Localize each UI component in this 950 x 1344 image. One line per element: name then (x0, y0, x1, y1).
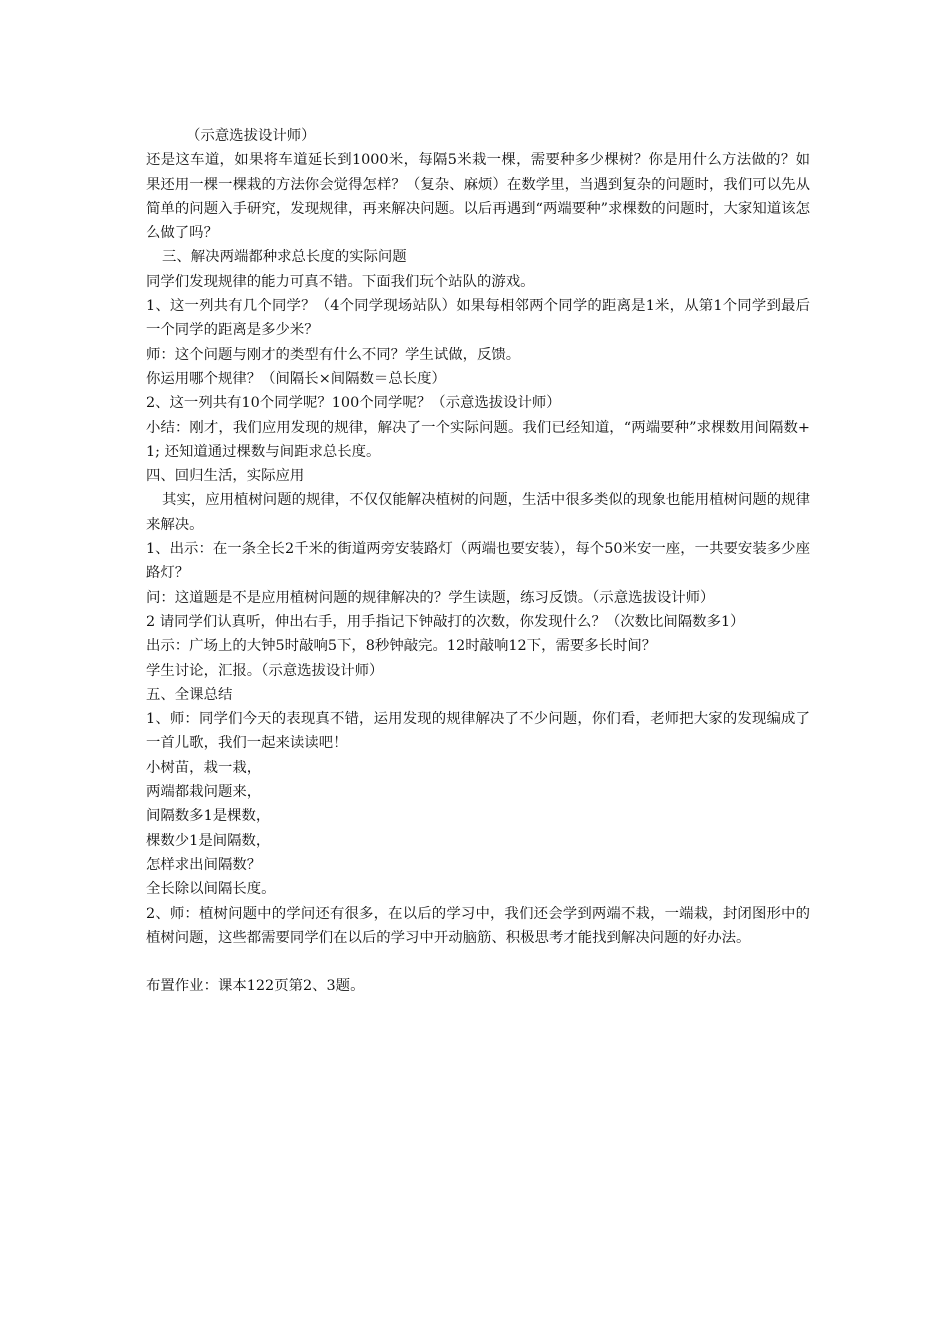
paragraph-game-intro: 同学们发现规律的能力可真不错。下面我们玩个站队的游戏。 (146, 273, 535, 290)
paragraph-clock-problem: 出示：广场上的大钟5时敲响5下，8秒钟敲完。12时敲响12下，需要多长时间？ (146, 638, 657, 655)
section-heading-4: 四、回归生活，实际应用 (146, 468, 305, 485)
section-heading-3: 三、解决两端都种求总长度的实际问题 (162, 249, 407, 266)
paragraph-homework: 布置作业：课本122页第2、3题。 (146, 978, 365, 995)
document-body (146, 124, 810, 999)
paragraph-question-1: 1、这一列共有几个同学？（4个同学现场站队）如果每相邻两个同学的距离是1米，从第1个同学到最后一个同学的距离是多少米？ (146, 298, 810, 339)
paragraph-rule-question: 你运用哪个规律？（间隔长×间隔数＝总长度） (146, 370, 446, 387)
blank-line (146, 950, 810, 974)
paragraph-application: 其实，应用植树问题的规律，不仅仅能解决植树的问题，生活中很多类似的现象也能用植树问题的规律来解决。 (146, 492, 810, 533)
paragraph-note: （示意选拔设计师） (186, 128, 316, 144)
paragraph-ask: 问：这道题是不是应用植树问题的规律解决的？学生读题，练习反馈。（示意选拔设计师） (146, 589, 715, 606)
paragraph-closing: 2、师：植树问题中的学问还有很多，在以后的学习中，我们还会学到两端不栽，一端栽，封闭图形中的植树问题，这些都需要同学们在以后的学习中开动脑筋、积极思考才能找到解决问题的好办法。 (146, 905, 810, 946)
paragraph-streetlight: 1、出示：在一条全长2千米的街道两旁安装路灯（两端也要安装），每个50米安一座，一共要安装多少座路灯？ (146, 541, 810, 582)
paragraph-discussion: 学生讨论，汇报。（示意选拔设计师） (146, 662, 384, 679)
rhyme-line-5: 怎样求出间隔数？ (146, 856, 262, 873)
paragraph-teacher-question: 师：这个问题与刚才的类型有什么不同？学生试做，反馈。 (146, 346, 521, 363)
paragraph-road-question: 还是这车道，如果将车道延长到1000米，每隔5米栽一棵，需要种多少棵树？你是用什么方法做的？如果还用一棵一棵栽的方法你会觉得怎样？（复杂、麻烦）在数学里，当遇到复杂的问题时，我们可以先从简单的问题入手研究，发现规律，再来解决问题。以后再遇到“两端要种”求棵数的问题时，大家知道该怎么做了吗？ (146, 152, 810, 242)
paragraph-teacher-praise: 1、师：同学们今天的表现真不错，运用发现的规律解决了不少问题，你们看，老师把大家的发现编成了一首儿歌，我们一起来读读吧！ (146, 711, 810, 752)
rhyme-line-2: 两端都栽问题来， (146, 784, 262, 801)
section-heading-5: 五、全课总结 (146, 686, 233, 703)
paragraph-summary: 小结：刚才，我们应用发现的规律，解决了一个实际问题。我们已经知道，“两端要种”求棵数用间隔数+1; 还知道通过棵数与间距求总长度。 (146, 419, 810, 460)
rhyme-line-1: 小树苗，栽一栽， (146, 759, 262, 776)
paragraph-question-2: 2、这一列共有10个同学呢？100个同学呢？（示意选拔设计师） (146, 395, 561, 412)
rhyme-line-6: 全长除以间隔长度。 (146, 881, 276, 898)
rhyme-line-3: 间隔数多1是棵数， (146, 808, 271, 825)
rhyme-line-4: 棵数少1是间隔数， (146, 832, 271, 849)
paragraph-clock-listen: 2 请同学们认真听，伸出右手，用手指记下钟敲打的次数，你发现什么？（次数比间隔数多1） (146, 613, 745, 630)
